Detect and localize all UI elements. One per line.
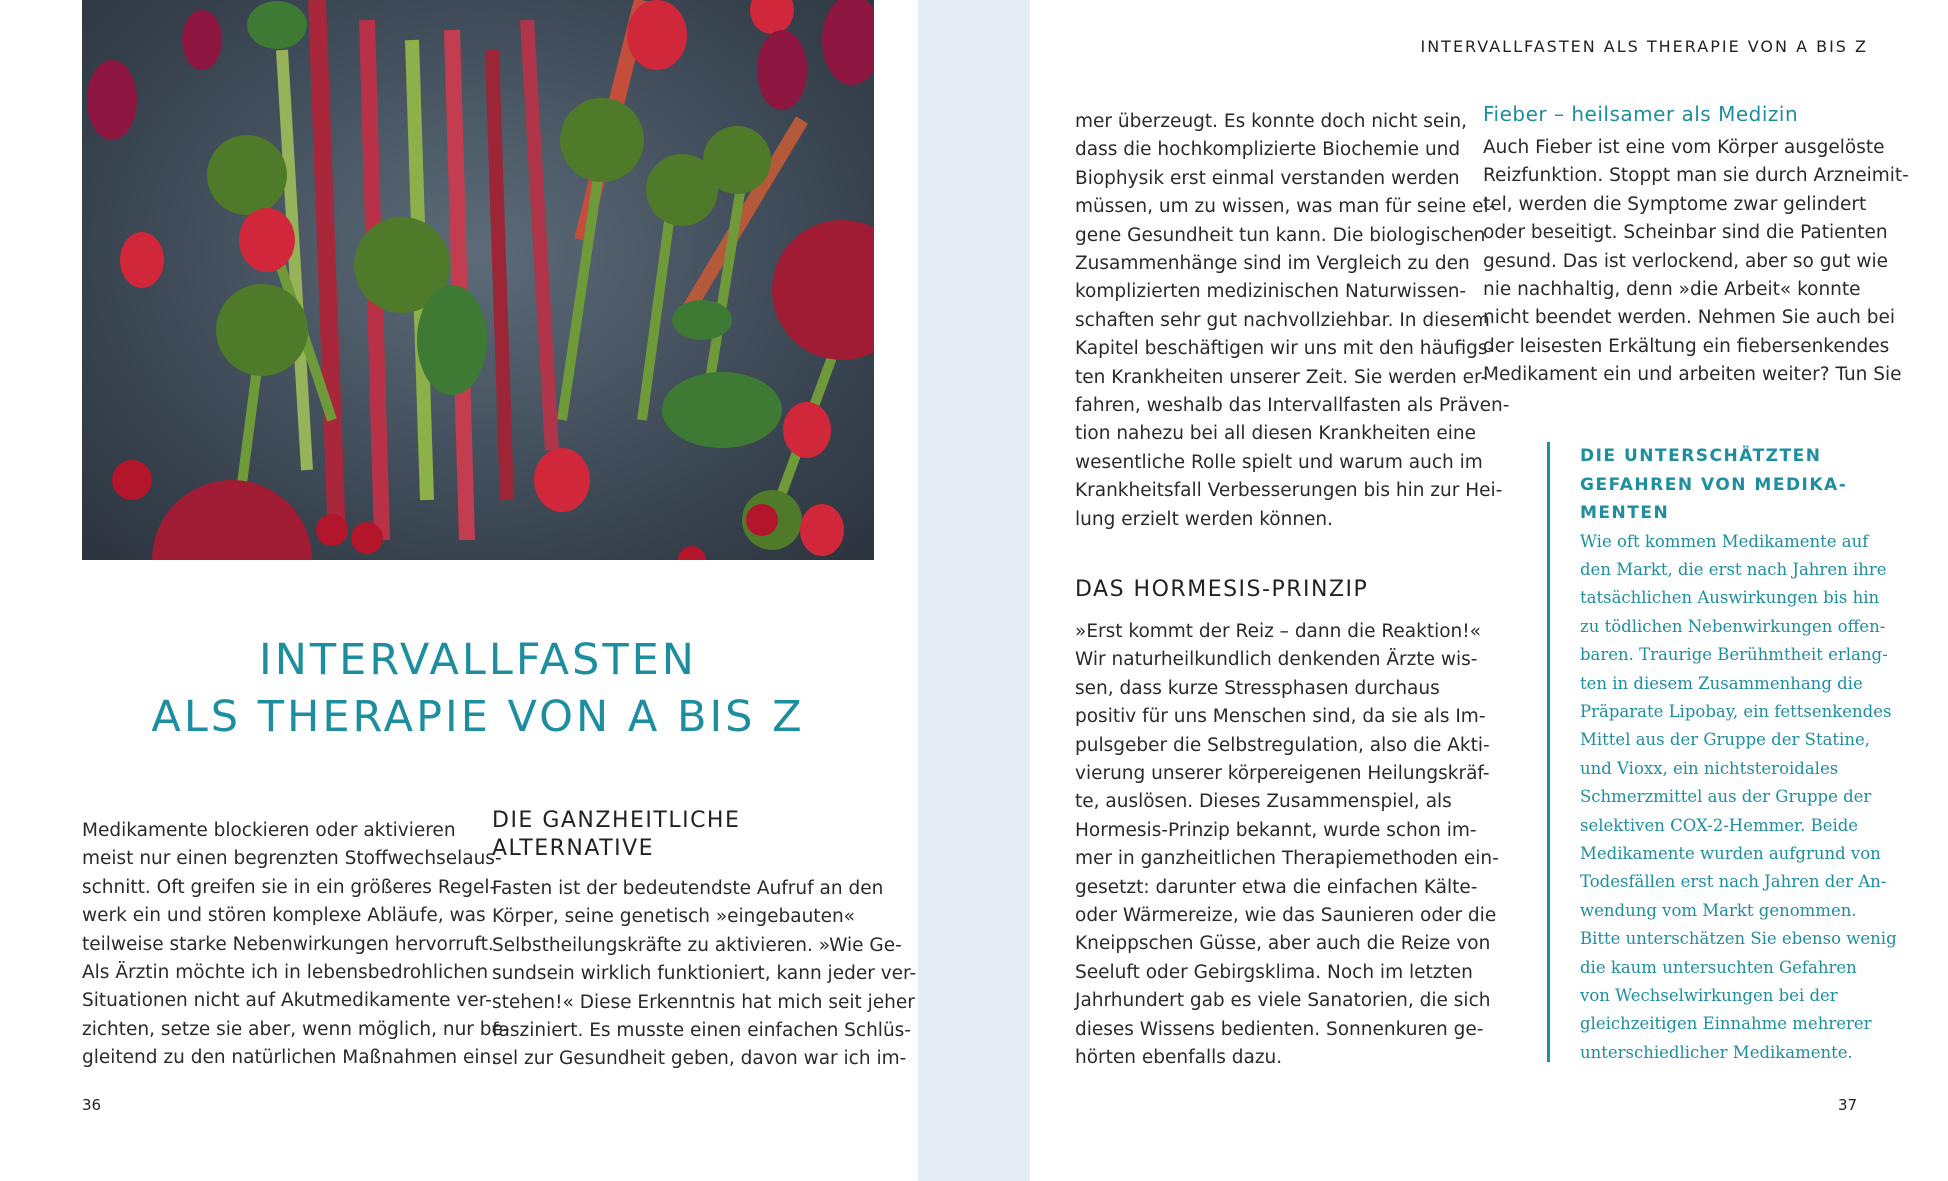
sidebar-title: [1580, 442, 1910, 528]
right-column-1-hormesis: [1075, 618, 1499, 1073]
sidebar-line: baren. Traurige Berühmtheit erlang-: [1580, 645, 1888, 665]
sidebar-line: wendung vom Markt genommen.: [1580, 900, 1857, 920]
text-line: tel, werden die Symptome zwar gelindert: [1483, 193, 1867, 215]
text-line: schnitt. Oft greifen sie in ein größeres Regel-: [82, 876, 497, 898]
text-line: zichten, setze sie aber, wenn möglich, nur be-: [82, 1018, 510, 1040]
sidebar-line: und Vioxx, ein nichtsteroidales: [1580, 758, 1839, 778]
text-line: Medikament ein und arbeiten weiter? Tun Sie: [1483, 364, 1902, 386]
text-line: Zusammenhänge sind im Vergleich zu den: [1075, 253, 1470, 275]
text-line: ten Krankheiten unserer Zeit. Sie werden er-: [1075, 366, 1488, 388]
text-line: Körper, seine genetisch »eingebauten«: [492, 906, 855, 928]
text-line: teilweise starke Nebenwirkungen hervorruft.: [82, 933, 494, 955]
text-line: Kneippschen Güsse, aber auch die Reize von: [1075, 933, 1491, 955]
text-line: gene Gesundheit tun kann. Die biologischen: [1075, 224, 1486, 246]
text-line: gleitend zu den natürlichen Maßnahmen ein.: [82, 1047, 498, 1069]
sidebar-body: [1580, 528, 1910, 1068]
text-line: te, auslösen. Dieses Zusammenspiel, als: [1075, 791, 1452, 813]
sidebar-line: Wie oft kommen Medikamente auf: [1580, 531, 1869, 551]
text-line: schaften sehr gut nachvollziehbar. In diesem: [1075, 309, 1490, 331]
page-number-right: 37: [1838, 1096, 1858, 1114]
text-line: wesentliche Rolle spielt und warum auch im: [1075, 451, 1483, 473]
sidebar-line: ten in diesem Zusammenhang die: [1580, 673, 1863, 693]
sidebar-line: die kaum untersuchten Gefahren: [1580, 957, 1857, 977]
sidebar-line: den Markt, die erst nach Jahren ihre: [1580, 559, 1887, 579]
text-line: dieses Wissens bedienten. Sonnenkuren ge-: [1075, 1018, 1484, 1040]
text-line: Fasten ist der bedeutendste Aufruf an den: [492, 878, 884, 899]
text-line: Als Ärztin möchte ich in lebensbedrohlichen: [82, 962, 489, 984]
section-heading-ganzheitliche: [492, 807, 877, 863]
sidebar-title-line: DIE UNTERSCHÄTZTEN: [1580, 446, 1822, 466]
text-line: müssen, um zu wissen, was man für seine ei-: [1075, 196, 1496, 218]
sidebar-line: von Wechselwirkungen bei der: [1580, 986, 1838, 1005]
text-line: sen, dass kurze Stressphasen durchaus: [1075, 677, 1440, 699]
text-line: werk ein und stören komplexe Abläufe, was: [82, 905, 486, 927]
text-line: oder beseitigt. Scheinbar sind die Patienten: [1483, 222, 1888, 244]
text-line: Wir naturheilkundlich denkenden Ärzte wis-: [1075, 649, 1478, 671]
sidebar-line: Schmerzmittel aus der Gruppe der: [1580, 787, 1872, 807]
text-line: »Erst kommt der Reiz – dann die Reaktion!«: [1075, 621, 1481, 642]
sidebar-line: tatsächlichen Auswirkungen bis hin: [1580, 588, 1880, 608]
vegetables-photo: [82, 0, 874, 560]
text-line: Jahrhundert gab es viele Sanatorien, die sich: [1075, 990, 1491, 1012]
chapter-title: [82, 632, 874, 746]
text-line: gesetzt: darunter etwa die einfachen Kälte-: [1075, 876, 1478, 898]
strawberries: [120, 0, 844, 556]
sidebar-line: selektiven COX-2-Hemmer. Beide: [1580, 815, 1859, 835]
text-line: tion nahezu bei all diesen Krankheiten eine: [1075, 423, 1476, 445]
sidebar-line: zu tödlichen Nebenwirkungen offen-: [1580, 616, 1886, 636]
text-line: Reizfunktion. Stoppt man sie durch Arzneimit-: [1483, 165, 1909, 187]
text-line: vierung unserer körpereigenen Heilungskräf-: [1075, 763, 1490, 785]
sidebar-box: [1547, 442, 1910, 1062]
text-line: Medikamente blockieren oder aktivieren: [82, 820, 456, 841]
sidebar-line: Medikamente wurden aufgrund von: [1580, 843, 1881, 863]
sidebar-title-line: GEFAHREN VON MEDIKA-: [1580, 474, 1848, 495]
text-line: Seeluft oder Gebirgsklima. Noch im letzten: [1075, 961, 1473, 983]
book-gutter: [918, 0, 1030, 1181]
text-line: Kapitel beschäftigen wir uns mit den häufigs-: [1075, 338, 1495, 360]
subheading-fieber: Fieber – heilsamer als Medizin: [1483, 102, 1799, 126]
sidebar-line: Todesfällen erst nach Jahren der An-: [1580, 872, 1887, 892]
sidebar-line: Mittel aus der Gruppe der Statine,: [1580, 730, 1870, 750]
sidebar-line: Präparate Lipobay, ein fettsenkendes: [1580, 701, 1892, 721]
text-line: fahren, weshalb das Intervallfasten als Präven-: [1075, 395, 1510, 417]
text-line: dass die hochkomplizierte Biochemie und: [1075, 139, 1461, 161]
text-line: lung erzielt werden können.: [1075, 508, 1334, 530]
text-line: sel zur Gesundheit geben, davon war ich im-: [492, 1048, 907, 1070]
chapter-title-line-2: ALS THERAPIE VON A BIS Z: [151, 692, 805, 742]
text-line: der leisesten Erkältung ein fiebersenkendes: [1483, 335, 1890, 357]
right-column-2: [1483, 100, 1909, 390]
text-line: Hormesis-Prinzip bekannt, wurde schon im-: [1075, 819, 1477, 841]
text-line: sundsein wirklich funktioniert, kann jeder ver-: [492, 963, 917, 985]
text-line: pulsgeber die Selbstregulation, also die Akti-: [1075, 734, 1490, 756]
running-head: INTERVALLFASTEN ALS THERAPIE VON A BIS Z: [1420, 37, 1868, 56]
heading-line: DIE GANZHEITLICHE: [492, 808, 741, 833]
sidebar-line: unterschiedlicher Medikamente.: [1580, 1042, 1853, 1062]
text-line: hörten ebenfalls dazu.: [1075, 1047, 1283, 1069]
left-column-1: [82, 817, 510, 1073]
right-column-1: [1075, 108, 1510, 534]
text-line: Biophysik erst einmal verstanden werden: [1075, 167, 1460, 189]
sidebar-line: gleichzeitigen Einnahme mehrerer: [1580, 1014, 1872, 1034]
heading-line: ALTERNATIVE: [492, 836, 655, 861]
text-line: mer in ganzheitlichen Therapiemethoden ein-: [1075, 848, 1499, 870]
chapter-title-line-1: INTERVALLFASTEN: [259, 635, 697, 685]
text-line: fasziniert. Es musste einen einfachen Schlüs-: [492, 1020, 911, 1042]
text-line: Krankheitsfall Verbesserungen bis hin zur Hei-: [1075, 480, 1503, 502]
text-line: komplizierten medizinischen Naturwissen-: [1075, 281, 1467, 303]
text-line: oder Wärmereize, wie das Saunieren oder die: [1075, 905, 1497, 927]
text-line: meist nur einen begrenzten Stoffwechselaus-: [82, 848, 502, 870]
text-line: mer überzeugt. Es konnte doch nicht sein,: [1075, 111, 1467, 132]
sidebar-line: Bitte unterschätzen Sie ebenso wenig: [1580, 929, 1897, 949]
text-line: nicht beendet werden. Nehmen Sie auch bei: [1483, 307, 1895, 329]
sidebar-title-line: MENTEN: [1580, 503, 1670, 523]
text-line: stehen!« Diese Erkenntnis hat mich seit jeher: [492, 991, 915, 1013]
text-line: Selbstheilungskräfte zu aktivieren. »Wie Ge-: [492, 934, 902, 956]
text-line: gesund. Das ist verlockend, aber so gut wie: [1483, 250, 1889, 272]
text-line: positiv für uns Menschen sind, da sie als Im-: [1075, 706, 1486, 728]
text-line: Situationen nicht auf Akutmedikamente ver-: [82, 990, 492, 1012]
text-line: Auch Fieber ist eine vom Körper ausgelöste: [1483, 137, 1885, 158]
page-number-left: 36: [82, 1096, 102, 1114]
left-column-2: [492, 807, 917, 1074]
text-line: nie nachhaltig, denn »die Arbeit« konnte: [1483, 279, 1861, 301]
section-heading-hormesis: DAS HORMESIS-PRINZIP: [1075, 577, 1369, 602]
